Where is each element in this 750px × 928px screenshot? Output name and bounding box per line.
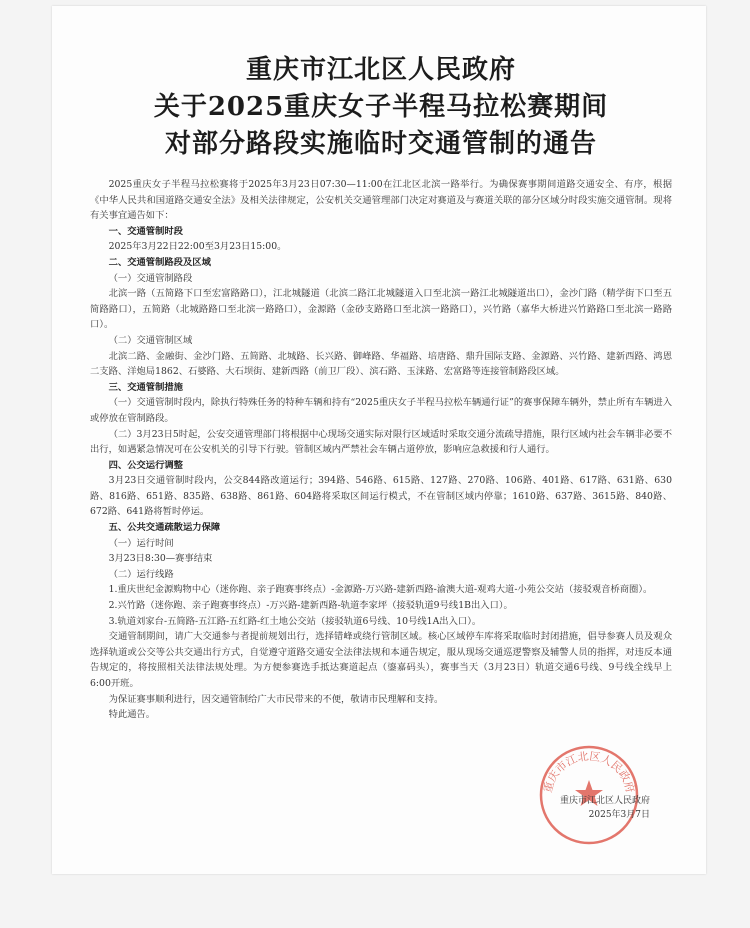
section-2-heading: 二、交通管制路段及区域 <box>108 256 211 268</box>
closing-paragraph-2: 为保证赛事顺利进行，因交通管制给广大市民带来的不便，敬请市民理解和支持。 <box>108 693 444 705</box>
section-3-heading: 三、交通管制措施 <box>108 381 183 393</box>
closing-paragraph-3: 特此通告。 <box>108 709 156 721</box>
signature-org: 重庆市江北区人民政府 <box>559 796 650 806</box>
section-5-sub-2: （二）运行线路 <box>108 568 174 580</box>
signature-text <box>560 794 650 822</box>
document-body <box>90 177 672 723</box>
document-page <box>52 6 706 874</box>
section-1-heading: 一、交通管制时段 <box>108 225 183 237</box>
section-2-sub-1-text: 北滨一路（五简路下口至宏富路路口），江北城隧道（北滨二路江北城隧道入口至北滨一路江北城隧道出口），金沙门路（精学街下口至五简路路口），五简路（北城路路口至北滨一路路口），金源路（金砂支路路口至北滨一路路口），兴竹路（嘉华大桥进兴竹路路口至北滨一路路口）。 <box>90 288 672 331</box>
route-1: 1.重庆世纪金源购物中心（迷你跑、亲子跑赛事终点）-金源路-万兴路-建新西路-渝澳大道-观鸡大道-小苑公交站（接驳观音桥商圈）。 <box>108 584 653 596</box>
section-1-text: 2025年3月22日22:00至3月23日15:00。 <box>108 241 287 253</box>
title-line-1: 重庆市江北区人民政府 <box>245 55 516 85</box>
signature-block <box>534 740 654 850</box>
section-2-sub-2: （二）交通管制区域 <box>108 334 193 346</box>
route-3: 3.轨道刘家台-五简路-五江路-五红路-红土地公交站（接驳轨道6号线、10号线1A出入口）。 <box>108 615 482 627</box>
section-5-heading: 五、公共交通疏散运力保障 <box>108 522 221 534</box>
document-title <box>90 52 672 163</box>
section-2-sub-1: （一）交通管制路段 <box>108 272 193 284</box>
title-line-2: 关于2025重庆女子半程马拉松赛期间 <box>153 92 609 122</box>
closing-paragraph-1: 交通管制期间，请广大交通参与者提前规划出行，选择错峰或绕行管制区域。核心区域停车库将采取临时封闭措施，倡导参赛人员及观众选择轨道或公交等公共交通出行方式，自觉遵守道路交通安全法律法规和本通告规定，服从现场交通巡逻警察及辅警人员的指挥，对违反本通告规定的，将按照相关法律法规处理。为方便参赛选手抵达赛道起点（鎏嘉码头），赛事当天（3月23日）轨道交通6号线、9号线全线早上6:00开班。 <box>90 631 672 689</box>
svg-text:重庆市江北区人民政府: 重庆市江北区人民政府 <box>541 749 637 795</box>
title-line-3: 对部分路段实施临时交通管制的通告 <box>164 129 597 159</box>
signature-date: 2025年3月7日 <box>588 810 650 820</box>
section-2-sub-2-text: 北滨二路、金融街、金沙门路、五简路、北城路、长兴路、御峰路、华福路、培唐路、鼎升国际支路、金源路、兴竹路、建新西路、鸿恩二支路、洋炮局1862、石婆路、大石坝街、建新西路（前卫厂段）、滨石路、玉涞路、宏富路等连接管制路段区域。 <box>90 350 672 378</box>
section-3-paragraph-2: （二）3月23日5时起，公安交通管理部门将根据中心现场交通实际对限行区域适时采取交通分流疏导措施，限行区域内社会车辆非必要不出行，如遇紧急情况可在公安机关的引导下行驶。管制区域内严禁社会车辆占道停放，影响应急救援和行人通行。 <box>90 428 672 456</box>
intro-paragraph: 2025重庆女子半程马拉松赛将于2025年3月23日07:30—11:00在江北区北滨一路举行。为确保赛事期间道路交通安全、有序，根据《中华人民共和国道路交通安全法》及相关法律规定，公安机关交通管理部门决定对赛道及与赛道关联的部分区域分时段实施交通管制。现将有关事宜通告如下： <box>90 179 672 222</box>
section-5-sub-1: （一）运行时间 <box>108 537 174 549</box>
section-5-sub-1-text: 3月23日8:30—赛事结束 <box>108 553 213 565</box>
section-4-text: 3月23日交通管制时段内，公交844路改道运行；394路、546路、615路、127路、270路、106路、401路、617路、631路、630路、816路、651路、835路、638路、861路、604路将采取区间运行模式，不在管制区域内停靠；1610路、637路、3615路、840路、672路、641路将暂时停运。 <box>90 475 672 518</box>
section-4-heading: 四、公交运行调整 <box>108 459 183 471</box>
section-3-paragraph-1: （一）交通管制时段内，除执行特殊任务的特种车辆和持有“2025重庆女子半程马拉松车辆通行证”的赛事保障车辆外，禁止所有车辆进入或停放在管制路段。 <box>90 397 672 424</box>
route-2: 2.兴竹路（迷你跑、亲子跑赛事终点）-万兴路-建新西路-轨道李家坪（接驳轨道9号线1B出入口）。 <box>108 600 513 612</box>
